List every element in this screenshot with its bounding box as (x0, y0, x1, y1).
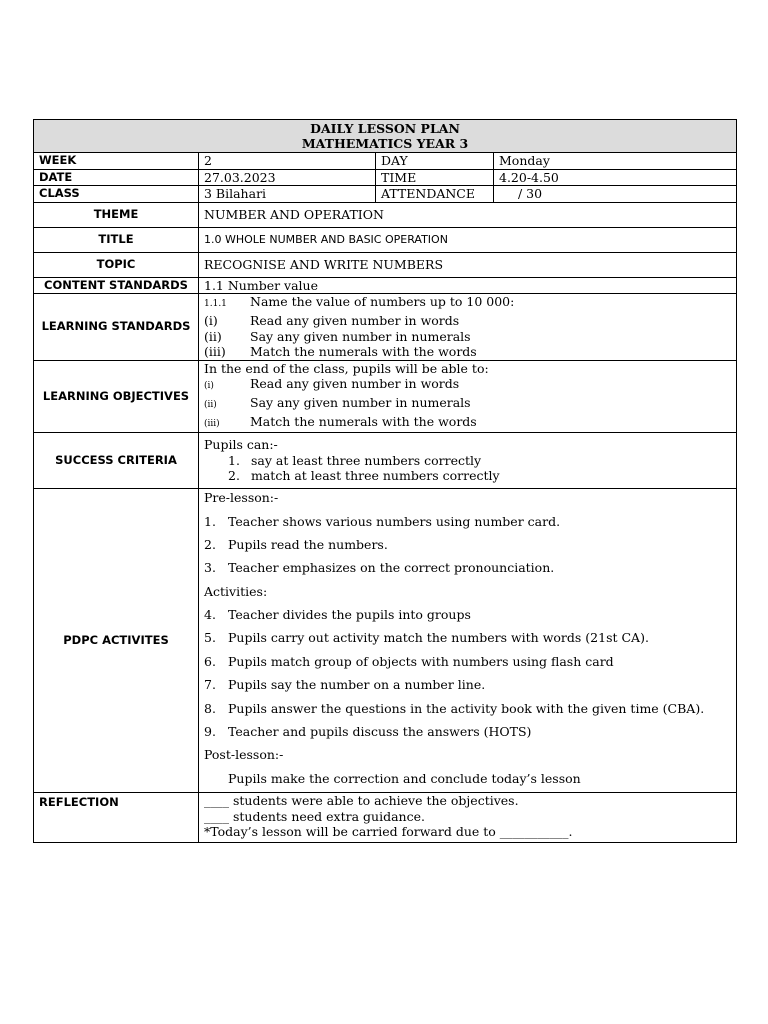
item-number: 2. (204, 536, 216, 552)
item-text: Match the numerals with the words (250, 413, 477, 429)
header-cell (34, 120, 737, 153)
item-number: (iii) (204, 418, 220, 429)
header-line-2: MATHEMATICS YEAR 3 (301, 136, 469, 151)
item-text: Say any given number in numerals (250, 394, 471, 410)
attendance-label: ATTENDANCE (376, 186, 494, 203)
item-number: 1. (228, 452, 240, 468)
learning-objectives-row (34, 360, 737, 432)
objectives-intro: In the end of the class, pupils will be able to: (204, 360, 489, 376)
activity-item (204, 630, 731, 645)
activity-item (204, 724, 731, 739)
reflection-line: *Today’s lesson will be carried forward due to ___________. (204, 824, 573, 840)
item-number: 1.1.1 (204, 299, 227, 310)
theme-value: NUMBER AND OPERATION (199, 202, 737, 227)
header-line-1: DAILY LESSON PLAN (310, 121, 460, 136)
success-intro: Pupils can:- (204, 437, 278, 453)
item-text: Name the value of numbers up to 10 000: (250, 294, 515, 310)
item-number: (i) (204, 381, 214, 392)
pdpc-content (199, 489, 737, 793)
time-value: 4.20-4.50 (494, 169, 737, 186)
class-value: 3 Bilahari (199, 186, 376, 203)
reflection-line: ____ students were able to achieve the objectives. (204, 793, 519, 809)
topic-row (34, 252, 737, 277)
activity-item (204, 560, 731, 575)
success-item (204, 468, 731, 484)
time-label: TIME (376, 169, 494, 186)
reflection-row (34, 793, 737, 843)
week-row (34, 153, 737, 170)
activity-item (204, 654, 731, 669)
pre-lesson-label: Pre-lesson:- (204, 490, 279, 506)
item-number: (ii) (204, 328, 222, 344)
date-row (34, 169, 737, 186)
content-standards-label: CONTENT STANDARDS (34, 277, 199, 294)
objective-item (204, 376, 731, 395)
pdpc-row (34, 489, 737, 793)
week-value: 2 (199, 153, 376, 170)
success-criteria-row (34, 433, 737, 489)
item-text: Pupils carry out activity match the numbers with words (21st CA). (228, 630, 649, 646)
topic-value: RECOGNISE AND WRITE NUMBERS (199, 252, 737, 277)
item-number: 9. (204, 724, 216, 740)
learning-standard-item (204, 313, 731, 329)
topic-label: TOPIC (34, 252, 199, 277)
success-item (204, 453, 731, 469)
activity-item (204, 677, 731, 692)
reflection-content (199, 793, 737, 843)
item-text: Read any given number in words (250, 376, 460, 392)
post-lesson-text: Pupils make the correction and conclude today’s lesson (228, 770, 581, 786)
item-text: Pupils match group of objects with numbers using flash card (228, 653, 614, 669)
item-text: Teacher divides the pupils into groups (228, 607, 471, 623)
item-text: Teacher shows various numbers using number card. (228, 513, 561, 529)
class-label: CLASS (34, 186, 199, 203)
content-standards-value: 1.1 Number value (199, 277, 737, 294)
lesson-plan-page (33, 119, 736, 843)
learning-standards-content (199, 294, 737, 360)
lesson-plan-table (33, 119, 737, 843)
reflection-label: REFLECTION (34, 793, 199, 843)
learning-standards-label: LEARNING STANDARDS (34, 294, 199, 360)
item-number: (ii) (204, 399, 217, 410)
success-criteria-label: SUCCESS CRITERIA (34, 433, 199, 489)
item-number: (iii) (204, 344, 226, 360)
item-number: 7. (204, 677, 216, 693)
learning-standard-item (204, 344, 731, 360)
day-value: Monday (494, 153, 737, 170)
learning-standard-item (204, 294, 731, 313)
item-number: 1. (204, 513, 216, 529)
title-row (34, 227, 737, 252)
theme-row (34, 202, 737, 227)
pdpc-label: PDPC ACTIVITES (34, 489, 199, 793)
activity-item (204, 537, 731, 552)
item-number: 5. (204, 630, 216, 646)
header-row (34, 120, 737, 153)
item-text: Teacher and pupils discuss the answers (HOTS) (228, 724, 532, 740)
date-value: 27.03.2023 (199, 169, 376, 186)
title-label: TITLE (34, 227, 199, 252)
item-number: 3. (204, 560, 216, 576)
date-label: DATE (34, 169, 199, 186)
success-criteria-content (199, 433, 737, 489)
learning-standard-item (204, 329, 731, 345)
item-text: Say any given number in numerals (250, 328, 471, 344)
post-lesson-label: Post-lesson:- (204, 747, 284, 763)
item-text: Pupils read the numbers. (228, 536, 388, 552)
objective-item (204, 414, 731, 433)
item-text: Match the numerals with the words (250, 344, 477, 360)
activity-item (204, 514, 731, 529)
attendance-value: / 30 (494, 186, 737, 203)
activity-item (204, 607, 731, 622)
activity-item (204, 701, 731, 716)
day-label: DAY (376, 153, 494, 170)
item-text: say at least three numbers correctly (251, 452, 482, 468)
theme-label: THEME (34, 202, 199, 227)
activities-label: Activities: (204, 583, 268, 599)
learning-objectives-content (199, 360, 737, 432)
reflection-line: ____ students need extra guidance. (204, 808, 425, 824)
item-text: match at least three numbers correctly (251, 468, 500, 484)
item-text: Teacher emphasizes on the correct pronounciation. (228, 560, 555, 576)
learning-objectives-label: LEARNING OBJECTIVES (34, 360, 199, 432)
item-number: 6. (204, 653, 216, 669)
item-number: 8. (204, 700, 216, 716)
item-text: Read any given number in words (250, 312, 460, 328)
item-text: Pupils answer the questions in the activity book with the given time (CBA). (228, 700, 705, 716)
item-number: 4. (204, 607, 216, 623)
content-standards-row (34, 277, 737, 294)
item-number: 2. (228, 468, 240, 484)
objective-item (204, 395, 731, 414)
title-value: 1.0 WHOLE NUMBER AND BASIC OPERATION (199, 227, 737, 252)
item-number: (i) (204, 312, 218, 328)
item-text: Pupils say the number on a number line. (228, 677, 486, 693)
week-label: WEEK (34, 153, 199, 170)
learning-standards-row (34, 294, 737, 360)
class-row (34, 186, 737, 203)
